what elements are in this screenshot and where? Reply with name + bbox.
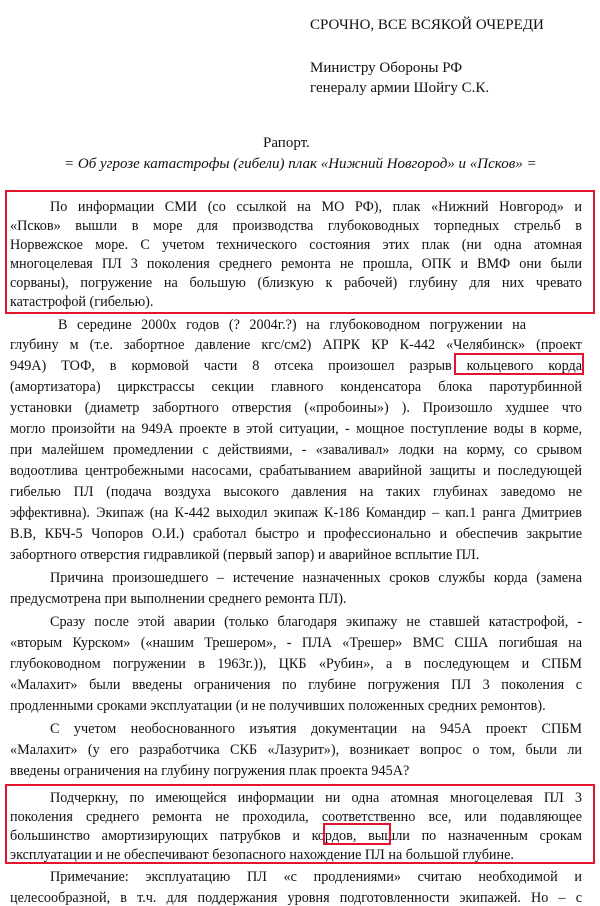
p4-line-3: глубоководном погружении в 1963г.)), ЦКБ «Рубин», а в последующем и СПБМ [10, 656, 582, 672]
p7-line-2: целесообразной, в т.ч. для поддержания уровня подготовленности экипажей. Но – с [10, 890, 582, 906]
p3-line-1: Причина произошедшего – истечение назначенных сроков службы корда (замена [50, 570, 582, 586]
p2-line-11: В.В, КБЧ-5 Чопоров О.И.) сработал быстро и профессионально и обеспечив закрытие [10, 526, 582, 542]
p6-line-2: поколения среднего ремонта не проходила, соответственно все, или подавляющее [10, 809, 582, 825]
p2-line-8: водоотлива центробежными насосами, срабатыванием аварийной защиты и последующей [10, 463, 582, 479]
p1-line-3: Норвежское море. С учетом технического состояния этих плак (ни одна атомная [10, 237, 582, 253]
p1-line-5: сорваны), погружение на большую (близкую к рабочей) глубину для них чревато [10, 275, 582, 291]
p4-line-4: «Малахит» были введены ограничения по глубине погружения ПЛ 3 поколения с [10, 677, 582, 693]
p5-line-2: «Малахит» (у его разработчика СКБ «Лазурит»), возникает вопрос о том, были ли [10, 742, 582, 758]
p4-line-5: продленными сроками эксплуатации (и не получивших положенных средних ремонтов). [10, 698, 546, 714]
addressee-minister: Министру Обороны РФ [310, 60, 463, 76]
p7-line-1: Примечание: эксплуатацию ПЛ «с продлениями» считаю необходимой и [50, 869, 582, 885]
p2-line-2: глубину м (т.е. забортное давление кгс/см2) АПРК КР К-442 «Челябинск» (проект [10, 337, 582, 353]
p2-line-6: могло произойти на 949А проекте в этой ситуации, - мощное поступление воды в корме, [10, 421, 582, 437]
p5-line-3: введены ограничения на глубину погружения плак проекта 945А? [10, 763, 410, 779]
p4-line-2: «вторым Курском» («нашим Трешером», - ПЛА «Трешер» ВМС США погибшая на [10, 635, 582, 651]
p2-line-12: забортного отверстия гидравликой (первый запор) и аварийное всплытие ПЛ. [10, 547, 480, 563]
p5-line-1: С учетом необоснованного изъятия документации на 945А проект СПБМ [50, 721, 582, 737]
p2-line-3: 949А) ТОФ, в кормовой части 8 отсека произошел разрыв кольцевого корда [10, 358, 582, 374]
p1-line-2: «Псков» вышли в море для производства глубоководных торпедных стрельб в [10, 218, 582, 234]
highlight-box-cords [323, 823, 391, 845]
p1-line-1: По информации СМИ (со ссылкой на МО РФ), плак «Нижний Новгород» и [50, 199, 582, 215]
addressee-general: генералу армии Шойгу С.К. [310, 80, 490, 96]
p6-line-3: большинство амортизирующих патрубков и кордов, вышли по назначенным срокам [10, 828, 582, 844]
report-title: Рапорт. [263, 135, 310, 151]
p2-line-5: установки (диаметр забортного отверстия («пробоины») ). Произошло худшее что [10, 400, 582, 416]
p2-line-7: при малейшем промедлении с действиями, - «заваливал» лодки на корму, со срывом [10, 442, 582, 458]
report-subject: = Об угрозе катастрофы (гибели) плак «Нижний Новгород» и «Псков» = [64, 156, 537, 172]
p1-line-4: многоцелевая ПЛ 3 поколения среднего ремонта не прошла, ОПК и ВМФ они были [10, 256, 582, 272]
p6-line-1: Подчеркну, по имеющейся информации ни одна атомная многоцелевая ПЛ 3 [50, 790, 582, 806]
urgency-line: СРОЧНО, ВСЕ ВСЯКОЙ ОЧЕРЕДИ [310, 17, 544, 33]
p6-line-4: эксплуатации и не обеспечивают безопасного нахождение ПЛ на большой глубине. [10, 847, 514, 863]
p3-line-2: предусмотрена при выполнении среднего ремонта ПЛ). [10, 591, 347, 607]
p1-line-6: катастрофой (гибелью). [10, 294, 154, 310]
p2-line-4: (амортизатора) циркстрассы секции главного конденсатора блока паротурбинной [10, 379, 582, 395]
p2-line-9: гибелью ПЛ (подача воздуха высокого давления на таких глубинах заведомо не [10, 484, 582, 500]
p2-line-10: эффективна). Экипаж (на К-442 выходил экипаж К-186 Командир – кап.1 ранга Дмитриев [10, 505, 582, 521]
highlight-box-ring-cord [454, 353, 584, 375]
p4-line-1: Сразу после этой аварии (только благодаря экипажу не ставшей катастрофой, - [50, 614, 582, 630]
p2-line-1: В середине 2000х годов (? 2004г.?) на глубоководном погружении на [58, 317, 526, 333]
